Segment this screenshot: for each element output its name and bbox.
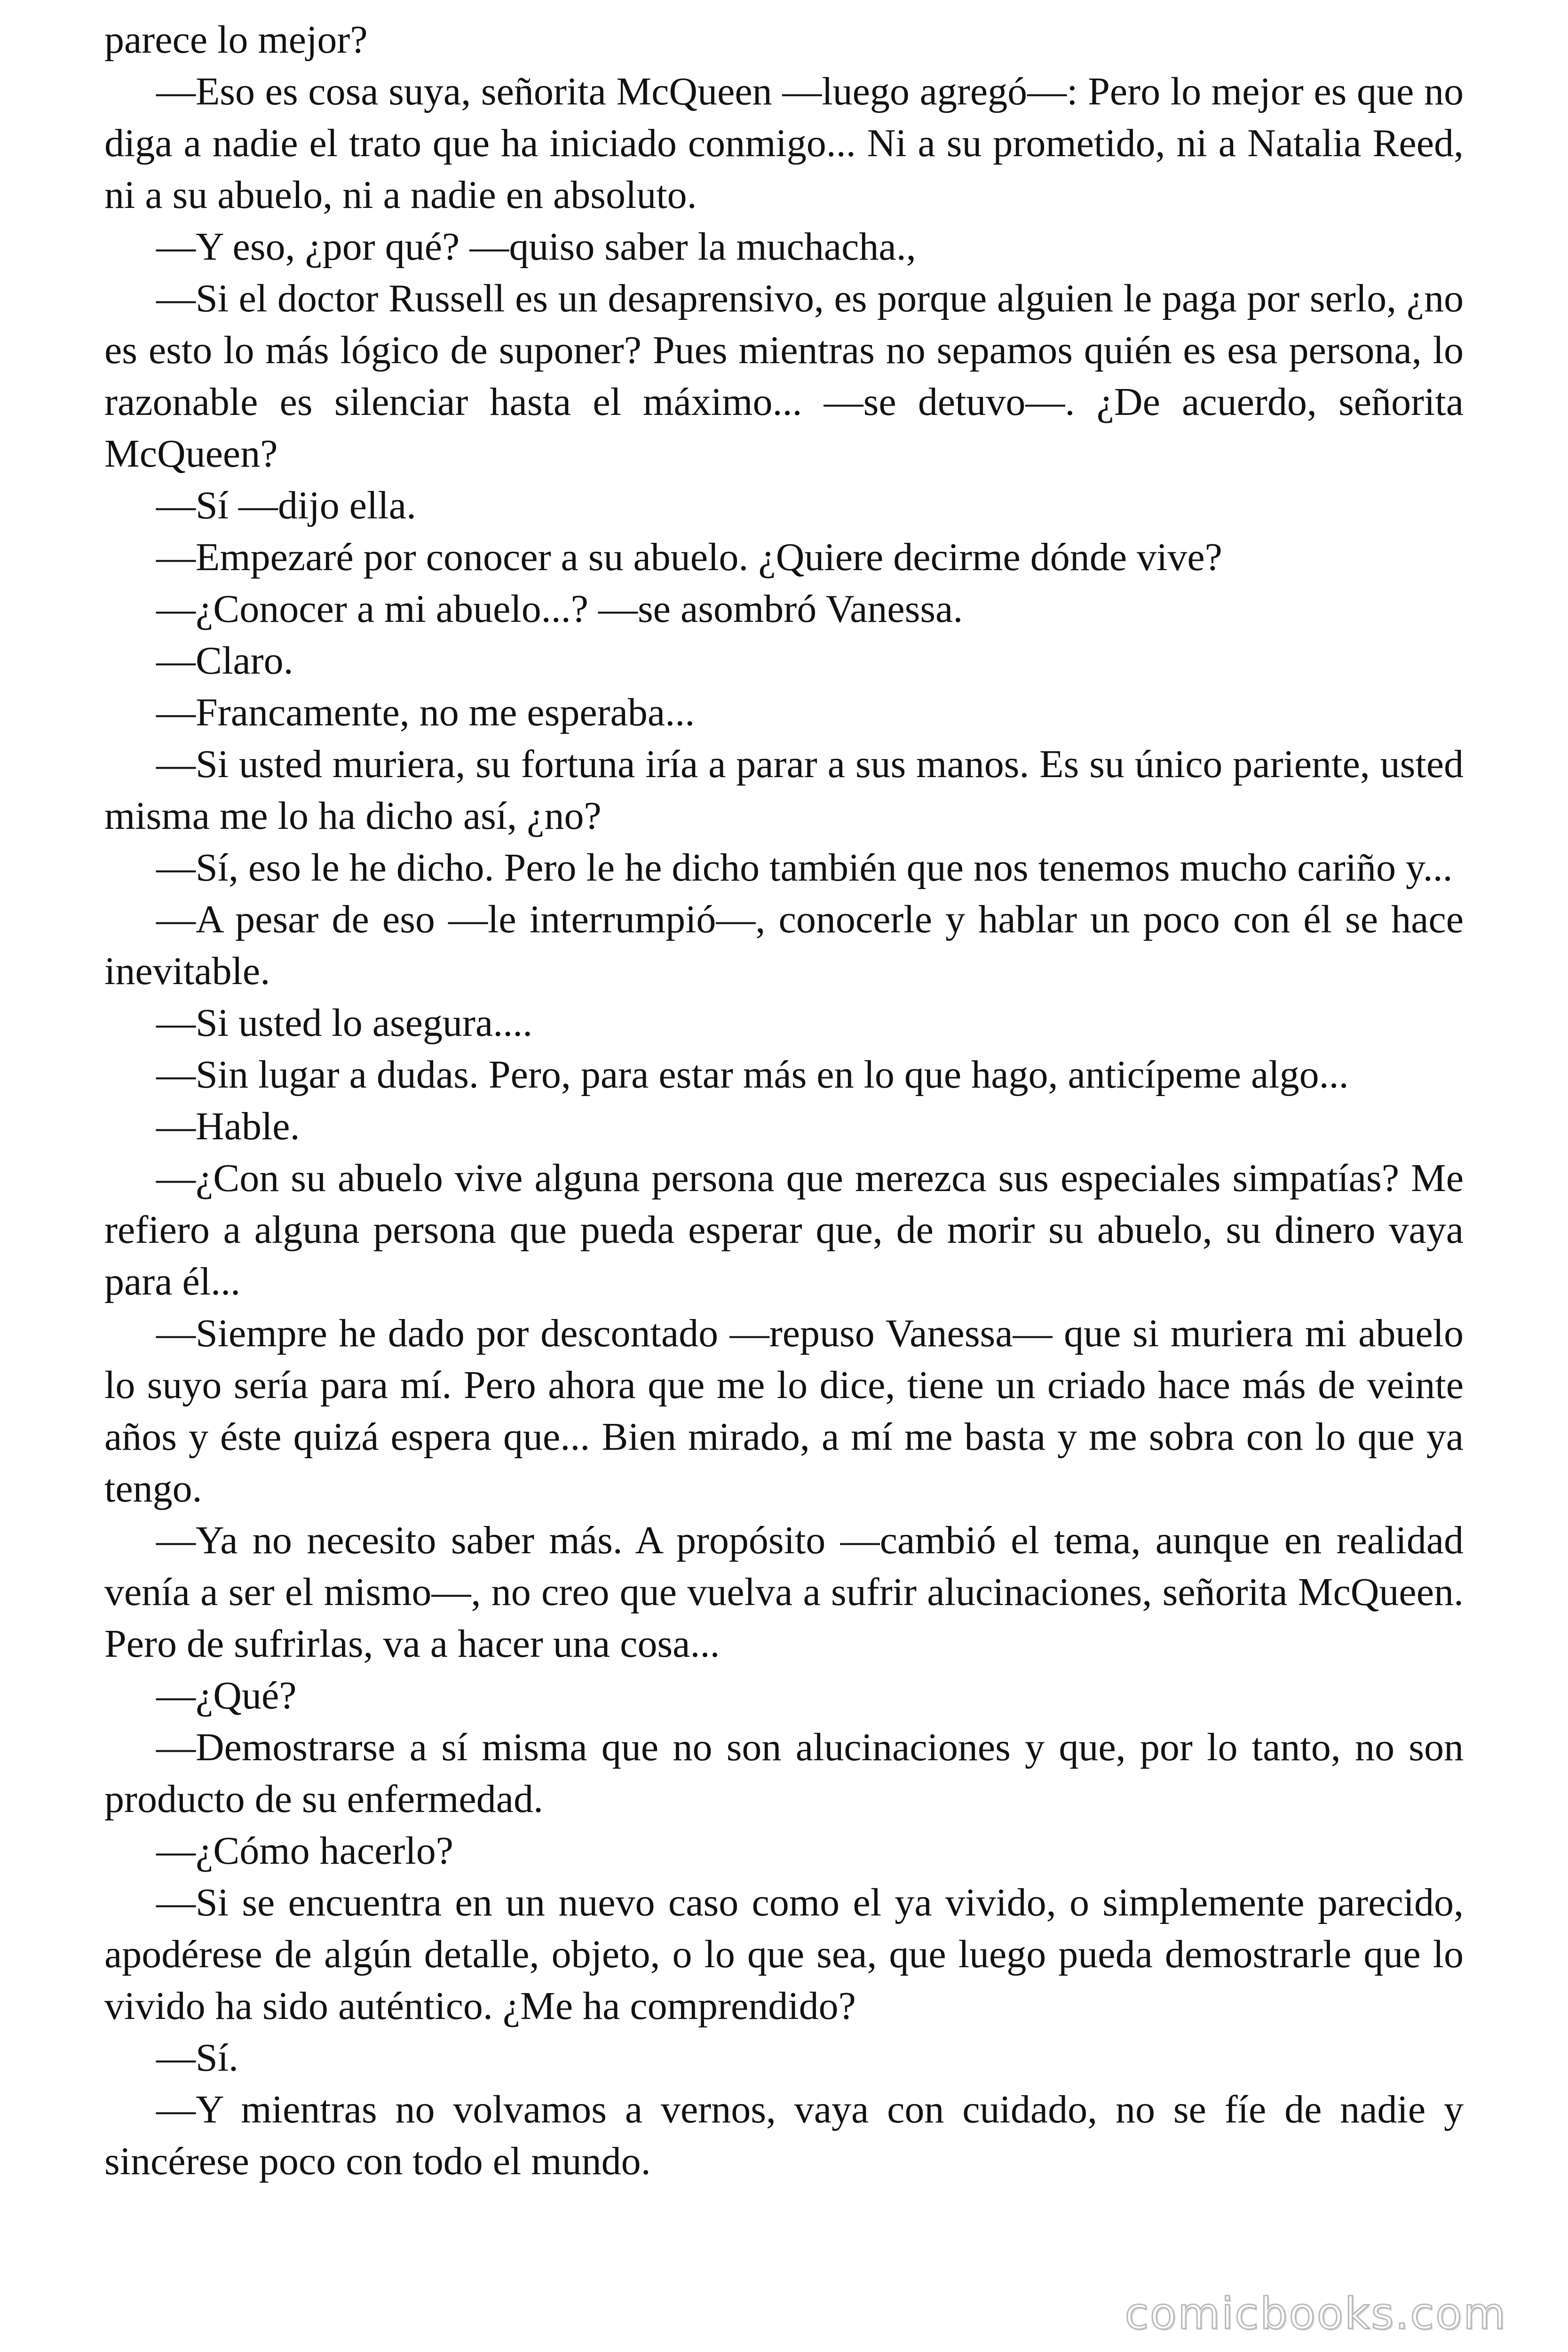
dialogue-paragraph: —Empezaré por conocer a su abuelo. ¿Quiere decirme dónde vive? [156,535,1222,579]
dialogue-paragraph: —¿Cómo hacerlo? [156,1829,454,1873]
dialogue-paragraph: —Y eso, ¿por qué? —quiso saber la muchacha., [156,225,916,269]
dialogue-paragraph: —Si se encuentra en un nuevo caso como el ya vivido, o simplemente parecido, apodérese de algún detalle, objeto, o lo que sea, que luego pueda demostrarle que lo vivido ha sido auténtico. ¿Me ha comprendido? [104,1881,1464,2028]
dialogue-paragraph: —Si el doctor Russell es un desaprensivo, es porque alguien le paga por serlo, ¿no es esto lo más lógico de suponer? Pues mientras no sepamos quién es esa persona, lo razonable es silenciar hasta el máximo... —se detuvo—. ¿De acuerdo, señorita McQueen? [104,277,1464,476]
paragraph-continuation: parece lo mejor? [104,18,368,62]
dialogue-paragraph: —A pesar de eso —le interrumpió—, conocerle y hablar un poco con él se hace inevitable. [104,898,1464,993]
dialogue-paragraph: —Sí. [156,2036,239,2080]
dialogue-paragraph: —Sí —dijo ella. [156,484,416,527]
dialogue-paragraph: —Si usted lo asegura.... [156,1001,533,1045]
dialogue-paragraph: —Ya no necesito saber más. A propósito —cambió el tema, aunque en realidad venía a ser el mismo—, no creo que vuelva a sufrir alucinaciones, señorita McQueen. Pero de sufrirlas, va a hacer una cosa... [104,1518,1464,1666]
site-watermark: comicbooks.com [1125,2288,1507,2339]
dialogue-paragraph: —Sí, eso le he dicho. Pero le he dicho también que nos tenemos mucho cariño y... [156,846,1453,890]
dialogue-paragraph: —Y mientras no volvamos a vernos, vaya con cuidado, no se fíe de nadie y sincérese poco con todo el mundo. [104,2088,1464,2183]
document-page [104,14,1464,2187]
dialogue-paragraph: —¿Conocer a mi abuelo...? —se asombró Vanessa. [156,587,963,631]
dialogue-paragraph: —Sin lugar a dudas. Pero, para estar más en lo que hago, anticípeme algo... [156,1053,1349,1097]
dialogue-paragraph: —Demostrarse a sí misma que no son alucinaciones y que, por lo tanto, no son producto de su enfermedad. [104,1725,1464,1821]
dialogue-paragraph: —Claro. [156,639,293,683]
dialogue-paragraph: —Siempre he dado por descontado —repuso Vanessa— que si muriera mi abuelo lo suyo sería para mí. Pero ahora que me lo dice, tiene un criado hace más de veinte años y éste quizá espera que... Bien mirado, a mí me basta y me sobra con lo que ya tengo. [104,1311,1464,1510]
dialogue-paragraph: —Si usted muriera, su fortuna iría a parar a sus manos. Es su único pariente, usted misma me lo ha dicho así, ¿no? [104,742,1464,838]
dialogue-paragraph: —¿Con su abuelo vive alguna persona que merezca sus especiales simpatías? Me refiero a alguna persona que pueda esperar que, de morir su abuelo, su dinero vaya para él... [104,1156,1464,1303]
dialogue-paragraph: —Hable. [156,1104,300,1148]
dialogue-paragraph: —Eso es cosa suya, señorita McQueen —luego agregó—: Pero lo mejor es que no diga a nadie el trato que ha iniciado conmigo... Ni a su prometido, ni a Natalia Reed, ni a su abuelo, ni a nadie en absoluto. [104,70,1464,217]
dialogue-paragraph: —Francamente, no me esperaba... [156,691,695,734]
dialogue-paragraph: —¿Qué? [156,1674,297,1717]
